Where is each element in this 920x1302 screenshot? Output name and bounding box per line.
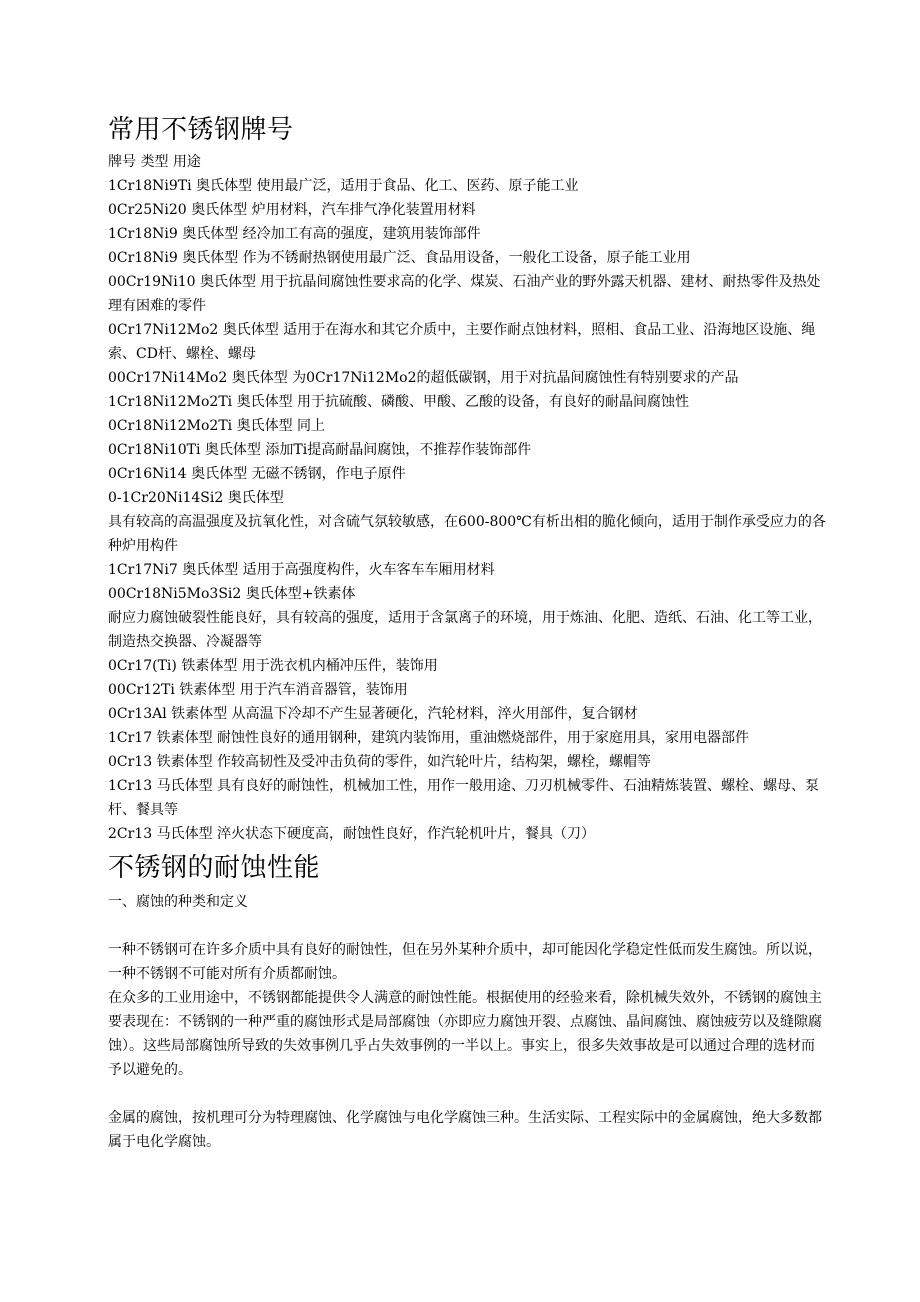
grade-line: 0Cr16Ni14 奥氏体型 无磁不锈钢，作电子原件 bbox=[108, 466, 406, 482]
grade-line: 1Cr18Ni12Mo2Ti 奥氏体型 用于抗硫酸、磷酸、甲酸、乙酸的设备，有良好的耐晶间腐蚀性 bbox=[108, 394, 690, 410]
grade-line: 具有较高的高温强度及抗氧化性，对含硫气氛较敏感，在600-800℃有析出相的脆化倾向，适用于制作承受应力的各种炉用构件 bbox=[108, 514, 826, 554]
grade-line: 00Cr19Ni10 奥氏体型 用于抗晶间腐蚀性要求高的化学、煤炭、石油产业的野外露天机器、建材、耐热零件及热处理有困难的零件 bbox=[108, 274, 821, 314]
grade-line: 1Cr17Ni7 奥氏体型 适用于高强度构件，火车客车车厢用材料 bbox=[108, 562, 495, 578]
grade-line: 0Cr25Ni20 奥氏体型 炉用材料，汽车排气净化装置用材料 bbox=[108, 202, 476, 218]
spacer bbox=[108, 914, 828, 938]
grade-line: 0Cr18Ni9 奥氏体型 作为不锈耐热钢使用最广泛、食品用设备，一般化工设备，原子能工业用 bbox=[108, 250, 691, 266]
grade-line: 0Cr18Ni12Mo2Ti 奥氏体型 同上 bbox=[108, 418, 326, 434]
grade-line: 0Cr17Ni12Mo2 奥氏体型 适用于在海水和其它介质中，主要作耐点蚀材料，照相、食品工业、沿海地区设施、绳索、CD杆、螺栓、螺母 bbox=[108, 322, 816, 362]
grade-line: 牌号 类型 用途 bbox=[108, 154, 201, 170]
grade-line: 00Cr12Ti 铁素体型 用于汽车消音器管，装饰用 bbox=[108, 682, 408, 698]
grade-line: 2Cr13 马氏体型 淬火状态下硬度高，耐蚀性良好，作汽轮机叶片，餐具（刀） bbox=[108, 826, 596, 842]
grade-line: 00Cr17Ni14Mo2 奥氏体型 为0Cr17Ni12Mo2的超低碳钢，用于对抗晶间腐蚀性有特别要求的产品 bbox=[108, 370, 739, 386]
grade-line: 1Cr18Ni9 奥氏体型 经冷加工有高的强度，建筑用装饰部件 bbox=[108, 226, 481, 242]
grade-line: 0Cr13 铁素体型 作较高韧性及受冲击负荷的零件，如汽轮叶片，结构架，螺栓，螺帽等 bbox=[108, 754, 652, 770]
paragraph: 一种不锈钢可在许多介质中具有良好的耐蚀性，但在另外某种介质中，却可能因化学稳定性低而发生腐蚀。所以说，一种不锈钢不可能对所有介质都耐蚀。 bbox=[108, 942, 822, 982]
paragraph: 在众多的工业用途中，不锈钢都能提供令人满意的耐蚀性能。根据使用的经验来看，除机械失效外，不锈钢的腐蚀主要表现在：不锈钢的一种严重的腐蚀形式是局部腐蚀（亦即应力腐蚀开裂、点腐蚀、晶间腐蚀、腐蚀疲劳以及缝隙腐蚀）。这些局部腐蚀所导致的失效事例几乎占失效事例的一半以上。事实上，很多失效事故是可以通过合理的选材而予以避免的。 bbox=[108, 990, 822, 1078]
section-subtitle: 一、腐蚀的种类和定义 bbox=[108, 894, 248, 910]
grade-line: 0Cr17(Ti) 铁素体型 用于洗衣机内桶冲压件，装饰用 bbox=[108, 658, 438, 674]
spacer bbox=[108, 1082, 828, 1106]
document-page bbox=[108, 112, 828, 1154]
grade-line: 1Cr18Ni9Ti 奥氏体型 使用最广泛，适用于食品、化工、医药、原子能工业 bbox=[108, 178, 579, 194]
grade-line: 1Cr17 铁素体型 耐蚀性良好的通用钢种，建筑内装饰用，重油燃烧部件，用于家庭用具，家用电器部件 bbox=[108, 730, 750, 746]
grade-line: 0Cr13Al 铁素体型 从高温下冷却不产生显著硬化，汽轮材料，淬火用部件，复合钢材 bbox=[108, 706, 638, 722]
section-title-grades: 常用不锈钢牌号 bbox=[108, 115, 294, 145]
section-title-corrosion: 不锈钢的耐蚀性能 bbox=[108, 853, 321, 883]
grade-line: 0-1Cr20Ni14Si2 奥氏体型 bbox=[108, 490, 284, 506]
grade-line: 0Cr18Ni10Ti 奥氏体型 添加Ti提高耐晶间腐蚀，不推荐作装饰部件 bbox=[108, 442, 532, 458]
paragraph: 金属的腐蚀，按机理可分为特理腐蚀、化学腐蚀与电化学腐蚀三种。生活实际、工程实际中的金属腐蚀，绝大多数都属于电化学腐蚀。 bbox=[108, 1110, 822, 1150]
grade-line: 耐应力腐蚀破裂性能良好，具有较高的强度，适用于含氯离子的环境，用于炼油、化肥、造纸、石油、化工等工业，制造热交换器、冷凝器等 bbox=[108, 610, 822, 650]
grade-line: 00Cr18Ni5Mo3Si2 奥氏体型+铁素体 bbox=[108, 586, 356, 602]
grade-line: 1Cr13 马氏体型 具有良好的耐蚀性，机械加工性，用作一般用途、刀刃机械零件、石油精炼装置、螺栓、螺母、泵杆、餐具等 bbox=[108, 778, 820, 818]
